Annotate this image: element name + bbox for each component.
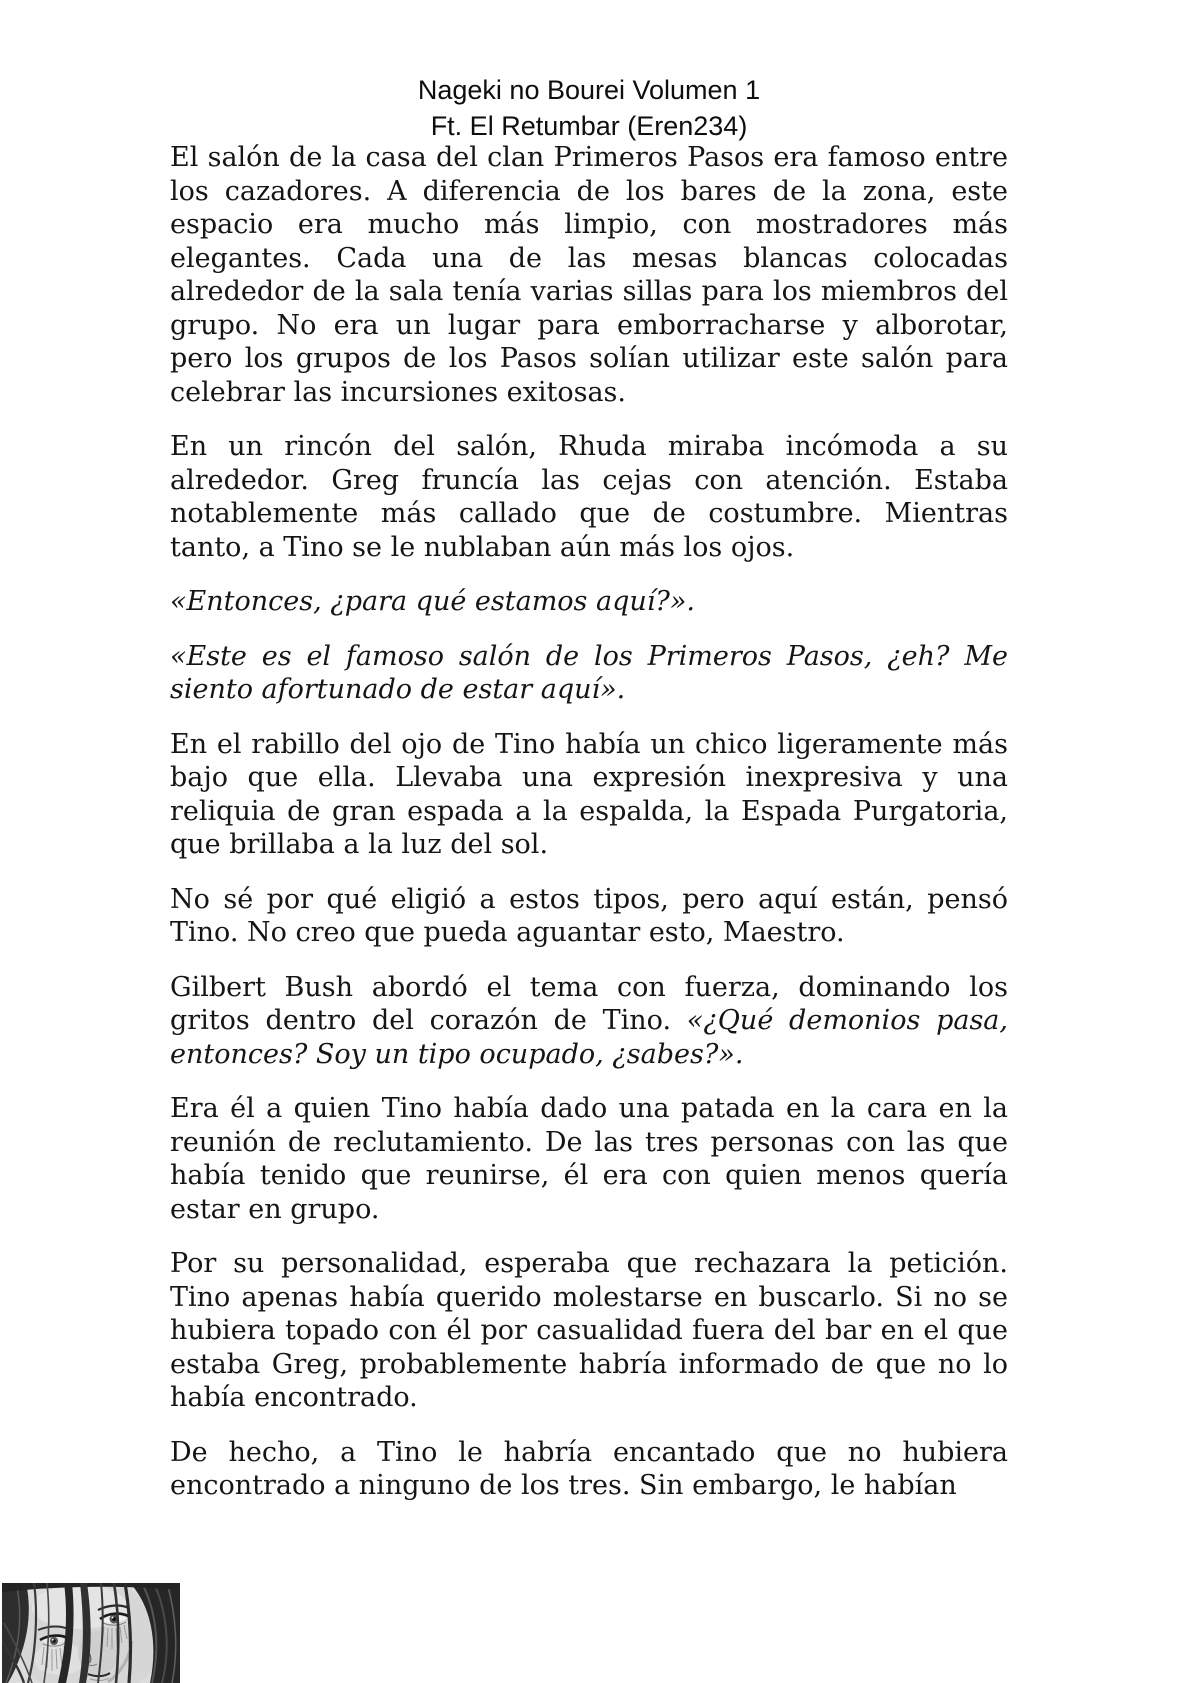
manga-face-drawing [2,1583,180,1683]
title-block [170,72,1008,144]
paragraph-10: De hecho, a Tino le habría encantado que no hubiera encontrado a ninguno de los tres. Sin embargo, le habían [170,1436,1008,1501]
paragraph-7 [170,971,1008,1072]
paragraph-4-quote: «Este es el famoso salón de los Primeros Pasos, ¿eh? Me siento afortunado de estar aquí». [170,640,1008,705]
paragraph-9: Por su personalidad, esperaba que rechazara la petición. Tino apenas había querido molestarse en buscarlo. Si no se hubiera topado con él por casualidad fuera del bar en el que estaba Greg, probablemente habría informado de que no lo había encontrado. [170,1248,1008,1413]
manga-face-image [2,1583,180,1683]
body-text-column [170,141,1008,1524]
doc-subtitle: Ft. El Retumbar (Eren234) [430,111,748,141]
paragraph-7-normal: Gilbert Bush abordó el tema con fuerza, dominando los gritos dentro del corazón de Tino. [170,971,1008,1036]
paragraph-5: En el rabillo del ojo de Tino había un chico ligeramente más bajo que ella. Llevaba una expresión inexpresiva y una reliquia de gran espada a la espalda, la Espada Purgatoria, que brillaba a la luz del sol. [170,728,1008,860]
paragraph-6: No sé por qué eligió a estos tipos, pero aquí están, pensó Tino. No creo que pueda aguantar esto, Maestro. [170,883,1008,948]
paragraph-1: El salón de la casa del clan Primeros Pasos era famoso entre los cazadores. A diferencia de los bares de la zona, este espacio era mucho más limpio, con mostradores más elegantes. Cada una de las mesas blancas colocadas alrededor de la sala tenía varias sillas para los miembros del grupo. No era un lugar para emborracharse y alborotar, pero los grupos de los Pasos solían utilizar este salón para celebrar las incursiones exitosas. [170,142,1008,408]
doc-title: Nageki no Bourei Volumen 1 [417,75,761,105]
paragraph-2: En un rincón del salón, Rhuda miraba incómoda a su alrededor. Greg fruncía las cejas con atención. Estaba notablemente más callado que de costumbre. Mientras tanto, a Tino se le nublaban aún más los ojos. [170,431,1008,563]
paragraph-7-quote: «¿Qué demonios pasa, entonces? Soy un tipo ocupado, ¿sabes?». [170,1005,1008,1070]
paragraph-8: Era él a quien Tino había dado una patada en la cara en la reunión de reclutamiento. De las tres personas con las que había tenido que reunirse, él era con quien menos quería estar en grupo. [170,1093,1008,1225]
paragraph-3-quote: «Entonces, ¿para qué estamos aquí?». [170,586,695,617]
